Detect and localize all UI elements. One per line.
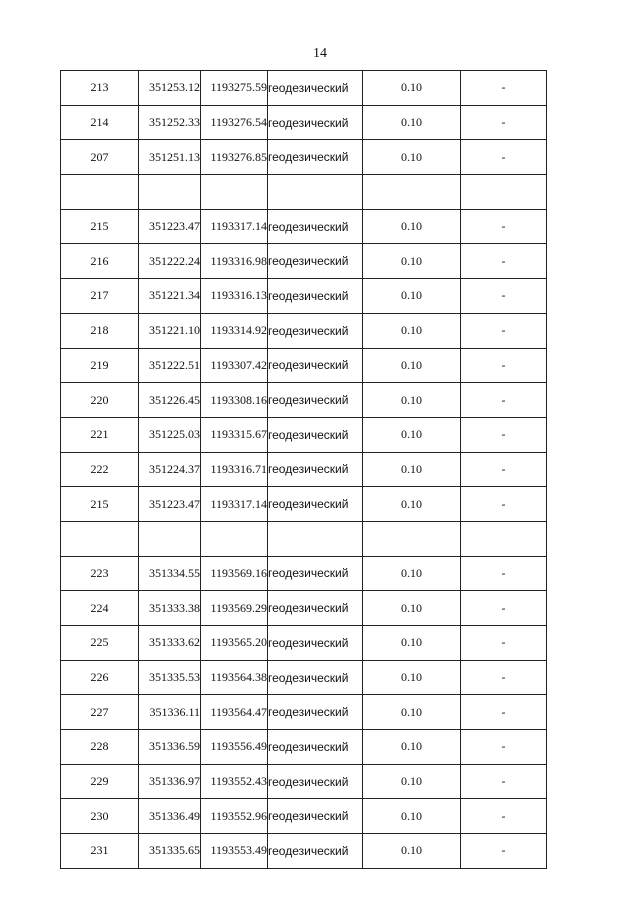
cell-note: - — [461, 209, 547, 244]
cell-x-coordinate: 351223.47 — [139, 209, 201, 244]
cell-precision: 0.10 — [363, 279, 461, 314]
cell-note: - — [461, 556, 547, 591]
cell-method: геодезический — [268, 764, 363, 799]
coordinates-table — [60, 70, 547, 869]
cell-point-number: 226 — [61, 660, 139, 695]
cell-precision: 0.10 — [363, 591, 461, 626]
coordinates-table-body — [61, 71, 547, 869]
cell-point-number: 225 — [61, 626, 139, 661]
cell-point-number: 222 — [61, 452, 139, 487]
cell-method: геодезический — [268, 452, 363, 487]
cell-method: геодезический — [268, 834, 363, 869]
cell-x-coordinate: 351336.11 — [139, 695, 201, 730]
cell-point-number: 229 — [61, 764, 139, 799]
cell-precision: 0.10 — [363, 556, 461, 591]
table-row — [61, 140, 547, 175]
cell-y-coordinate: 1193276.54 — [201, 105, 268, 140]
cell-x-coordinate: 351226.45 — [139, 383, 201, 418]
cell-precision: 0.10 — [363, 799, 461, 834]
cell-precision — [363, 521, 461, 556]
cell-method: геодезический — [268, 279, 363, 314]
cell-method — [268, 521, 363, 556]
cell-y-coordinate: 1193316.98 — [201, 244, 268, 279]
table-row — [61, 244, 547, 279]
cell-note: - — [461, 417, 547, 452]
table-row — [61, 626, 547, 661]
table-row — [61, 313, 547, 348]
cell-precision: 0.10 — [363, 417, 461, 452]
cell-note — [461, 175, 547, 210]
cell-note: - — [461, 695, 547, 730]
cell-note: - — [461, 487, 547, 522]
table-row — [61, 556, 547, 591]
cell-method: геодезический — [268, 799, 363, 834]
cell-precision: 0.10 — [363, 140, 461, 175]
cell-method: геодезический — [268, 348, 363, 383]
cell-method: геодезический — [268, 140, 363, 175]
cell-method: геодезический — [268, 383, 363, 418]
cell-precision: 0.10 — [363, 660, 461, 695]
cell-y-coordinate: 1193569.16 — [201, 556, 268, 591]
cell-point-number — [61, 175, 139, 210]
cell-y-coordinate — [201, 175, 268, 210]
cell-precision: 0.10 — [363, 348, 461, 383]
cell-x-coordinate: 351225.03 — [139, 417, 201, 452]
cell-x-coordinate: 351252.33 — [139, 105, 201, 140]
cell-y-coordinate: 1193307.42 — [201, 348, 268, 383]
cell-x-coordinate: 351221.10 — [139, 313, 201, 348]
cell-y-coordinate: 1193552.43 — [201, 764, 268, 799]
cell-x-coordinate: 351253.12 — [139, 71, 201, 106]
cell-note: - — [461, 591, 547, 626]
table-row — [61, 348, 547, 383]
cell-precision: 0.10 — [363, 626, 461, 661]
cell-y-coordinate — [201, 521, 268, 556]
cell-x-coordinate — [139, 175, 201, 210]
cell-x-coordinate: 351222.51 — [139, 348, 201, 383]
cell-precision: 0.10 — [363, 71, 461, 106]
cell-point-number: 224 — [61, 591, 139, 626]
table-row — [61, 660, 547, 695]
cell-y-coordinate: 1193552.96 — [201, 799, 268, 834]
table-row — [61, 521, 547, 556]
cell-precision: 0.10 — [363, 695, 461, 730]
cell-method: геодезический — [268, 660, 363, 695]
table-row — [61, 209, 547, 244]
cell-x-coordinate: 351334.55 — [139, 556, 201, 591]
cell-note — [461, 521, 547, 556]
cell-method: геодезический — [268, 556, 363, 591]
cell-method: геодезический — [268, 487, 363, 522]
table-row — [61, 71, 547, 106]
cell-point-number: 219 — [61, 348, 139, 383]
cell-point-number: 221 — [61, 417, 139, 452]
cell-note: - — [461, 626, 547, 661]
table-row — [61, 417, 547, 452]
cell-method: геодезический — [268, 695, 363, 730]
cell-y-coordinate: 1193314.92 — [201, 313, 268, 348]
table-row — [61, 591, 547, 626]
cell-precision: 0.10 — [363, 313, 461, 348]
cell-x-coordinate: 351221.34 — [139, 279, 201, 314]
table-row — [61, 383, 547, 418]
cell-y-coordinate: 1193315.67 — [201, 417, 268, 452]
cell-precision: 0.10 — [363, 487, 461, 522]
cell-x-coordinate: 351333.62 — [139, 626, 201, 661]
cell-note: - — [461, 279, 547, 314]
cell-precision: 0.10 — [363, 244, 461, 279]
cell-method: геодезический — [268, 313, 363, 348]
cell-y-coordinate: 1193316.71 — [201, 452, 268, 487]
cell-precision: 0.10 — [363, 383, 461, 418]
cell-method: геодезический — [268, 244, 363, 279]
cell-x-coordinate: 351333.38 — [139, 591, 201, 626]
cell-method — [268, 175, 363, 210]
cell-x-coordinate: 351224.37 — [139, 452, 201, 487]
cell-point-number: 227 — [61, 695, 139, 730]
cell-note: - — [461, 313, 547, 348]
cell-note: - — [461, 348, 547, 383]
cell-point-number: 216 — [61, 244, 139, 279]
cell-x-coordinate: 351251.13 — [139, 140, 201, 175]
cell-point-number: 223 — [61, 556, 139, 591]
cell-point-number: 215 — [61, 487, 139, 522]
cell-x-coordinate: 351335.65 — [139, 834, 201, 869]
cell-note: - — [461, 244, 547, 279]
cell-y-coordinate: 1193564.47 — [201, 695, 268, 730]
cell-point-number: 218 — [61, 313, 139, 348]
cell-note: - — [461, 730, 547, 765]
cell-point-number: 230 — [61, 799, 139, 834]
table-row — [61, 730, 547, 765]
cell-y-coordinate: 1193276.85 — [201, 140, 268, 175]
cell-y-coordinate: 1193564.38 — [201, 660, 268, 695]
cell-method: геодезический — [268, 591, 363, 626]
cell-x-coordinate: 351222.24 — [139, 244, 201, 279]
table-row — [61, 452, 547, 487]
cell-note: - — [461, 140, 547, 175]
cell-method: геодезический — [268, 71, 363, 106]
page-number: 14 — [313, 46, 327, 61]
cell-precision: 0.10 — [363, 764, 461, 799]
cell-precision — [363, 175, 461, 210]
cell-point-number: 215 — [61, 209, 139, 244]
cell-x-coordinate: 351223.47 — [139, 487, 201, 522]
cell-precision: 0.10 — [363, 105, 461, 140]
cell-x-coordinate: 351335.53 — [139, 660, 201, 695]
cell-point-number: 220 — [61, 383, 139, 418]
cell-method: геодезический — [268, 105, 363, 140]
table-row — [61, 279, 547, 314]
cell-point-number: 231 — [61, 834, 139, 869]
cell-method: геодезический — [268, 417, 363, 452]
cell-y-coordinate: 1193556.49 — [201, 730, 268, 765]
cell-point-number: 213 — [61, 71, 139, 106]
table-row — [61, 834, 547, 869]
cell-y-coordinate: 1193317.14 — [201, 487, 268, 522]
cell-method: геодезический — [268, 626, 363, 661]
table-row — [61, 105, 547, 140]
cell-x-coordinate: 351336.59 — [139, 730, 201, 765]
cell-y-coordinate: 1193317.14 — [201, 209, 268, 244]
cell-precision: 0.10 — [363, 834, 461, 869]
cell-x-coordinate: 351336.97 — [139, 764, 201, 799]
cell-note: - — [461, 383, 547, 418]
cell-point-number: 217 — [61, 279, 139, 314]
cell-precision: 0.10 — [363, 452, 461, 487]
cell-note: - — [461, 764, 547, 799]
table-row — [61, 487, 547, 522]
cell-note: - — [461, 660, 547, 695]
cell-note: - — [461, 71, 547, 106]
cell-x-coordinate — [139, 521, 201, 556]
table-row — [61, 175, 547, 210]
cell-precision: 0.10 — [363, 209, 461, 244]
table-row — [61, 799, 547, 834]
cell-point-number: 207 — [61, 140, 139, 175]
cell-note: - — [461, 799, 547, 834]
cell-note: - — [461, 834, 547, 869]
cell-point-number — [61, 521, 139, 556]
table-row — [61, 764, 547, 799]
cell-y-coordinate: 1193308.16 — [201, 383, 268, 418]
cell-note: - — [461, 452, 547, 487]
cell-y-coordinate: 1193565.20 — [201, 626, 268, 661]
cell-y-coordinate: 1193553.49 — [201, 834, 268, 869]
cell-note: - — [461, 105, 547, 140]
cell-x-coordinate: 351336.49 — [139, 799, 201, 834]
cell-method: геодезический — [268, 209, 363, 244]
cell-point-number: 214 — [61, 105, 139, 140]
cell-precision: 0.10 — [363, 730, 461, 765]
cell-y-coordinate: 1193316.13 — [201, 279, 268, 314]
cell-y-coordinate: 1193275.59 — [201, 71, 268, 106]
cell-method: геодезический — [268, 730, 363, 765]
cell-y-coordinate: 1193569.29 — [201, 591, 268, 626]
cell-point-number: 228 — [61, 730, 139, 765]
table-row — [61, 695, 547, 730]
